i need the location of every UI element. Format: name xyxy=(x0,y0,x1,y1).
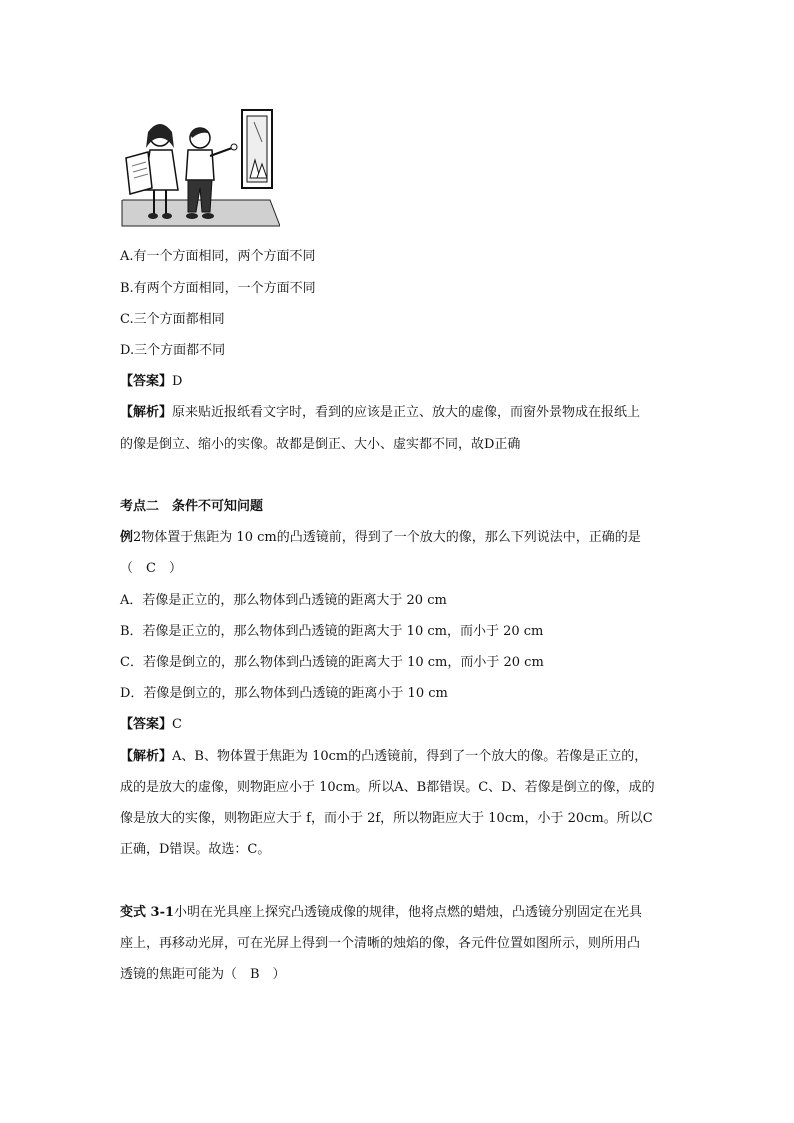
example-label: 例 xyxy=(120,530,134,545)
q1-analysis-line-2: 的像是倒立、缩小的实像。故都是倒正、大小、虚实都不同，故D正确 xyxy=(120,437,521,452)
variant-label: 变式 3-1 xyxy=(120,905,175,920)
ex2-option-c: C．若像是倒立的，那么物体到凸透镜的距离大于 10 cm，而小于 20 cm xyxy=(120,655,544,670)
ex2-option-a: A．若像是正立的，那么物体到凸透镜的距离大于 20 cm xyxy=(120,593,447,608)
ex2-stem-line-2: （ C ） xyxy=(120,561,182,576)
illustration-children-window xyxy=(120,108,280,228)
ex2-answer xyxy=(120,716,182,734)
var31-line-2: 座上，再移动光屏，可在光屏上得到一个清晰的烛焰的像，各元件位置如图所示，则所用凸 xyxy=(120,936,641,951)
ex2-stem-line-1: 例2物体置于焦距为 10 cm的凸透镜前，得到了一个放大的像，那么下列说法中，正确的是 xyxy=(120,530,641,545)
analysis-tag: 【解析】 xyxy=(120,749,173,764)
q1-analysis-line-1: 【解析】原来贴近报纸看文字时，看到的应该是正立、放大的虚像，而窗外景物成在报纸上 xyxy=(120,405,641,420)
answer-value: D xyxy=(172,374,183,389)
var31-line-3: 透镜的焦距可能为（ B ） xyxy=(120,967,286,982)
ex2-analysis-line-3: 像是放大的实像，则物距应大于 f，而小于 2f，所以物距应大于 10cm，小于 20cm。所以C xyxy=(120,811,653,826)
analysis-tag: 【解析】 xyxy=(120,405,173,420)
ex2-analysis-line-2: 成的是放大的虚像，则物距应小于 10cm。所以A、B都错误。C、D、若像是倒立的像，成的 xyxy=(120,780,655,795)
answer-tag: 【答案】 xyxy=(120,374,173,389)
answer-tag: 【答案】 xyxy=(120,717,173,732)
ex2-analysis-line-1: 【解析】A、B、物体置于焦距为 10cm的凸透镜前，得到了一个放大的像。若像是正立的， xyxy=(120,749,648,764)
var31-line-1: 变式 3-1小明在光具座上探究凸透镜成像的规律，他将点燃的蜡烛，凸透镜分别固定在光具 xyxy=(120,905,643,920)
section-title: 考点二 条件不可知问题 xyxy=(120,499,264,514)
q1-option-d: D.三个方面都不同 xyxy=(120,343,226,358)
q1-option-a: A.有一个方面相同，两个方面不同 xyxy=(120,249,316,264)
q1-answer xyxy=(120,373,182,391)
q1-option-b: B.有两个方面相同，一个方面不同 xyxy=(120,281,316,296)
q1-option-c: C.三个方面都相同 xyxy=(120,312,225,327)
ex2-option-d: D．若像是倒立的，那么物体到凸透镜的距离小于 10 cm xyxy=(120,686,448,701)
ex2-option-b: B．若像是正立的，那么物体到凸透镜的距离大于 10 cm，而小于 20 cm xyxy=(120,624,544,639)
ex2-analysis-line-4: 正确，D错误。故选：C。 xyxy=(120,842,271,857)
answer-value: C xyxy=(172,717,182,732)
